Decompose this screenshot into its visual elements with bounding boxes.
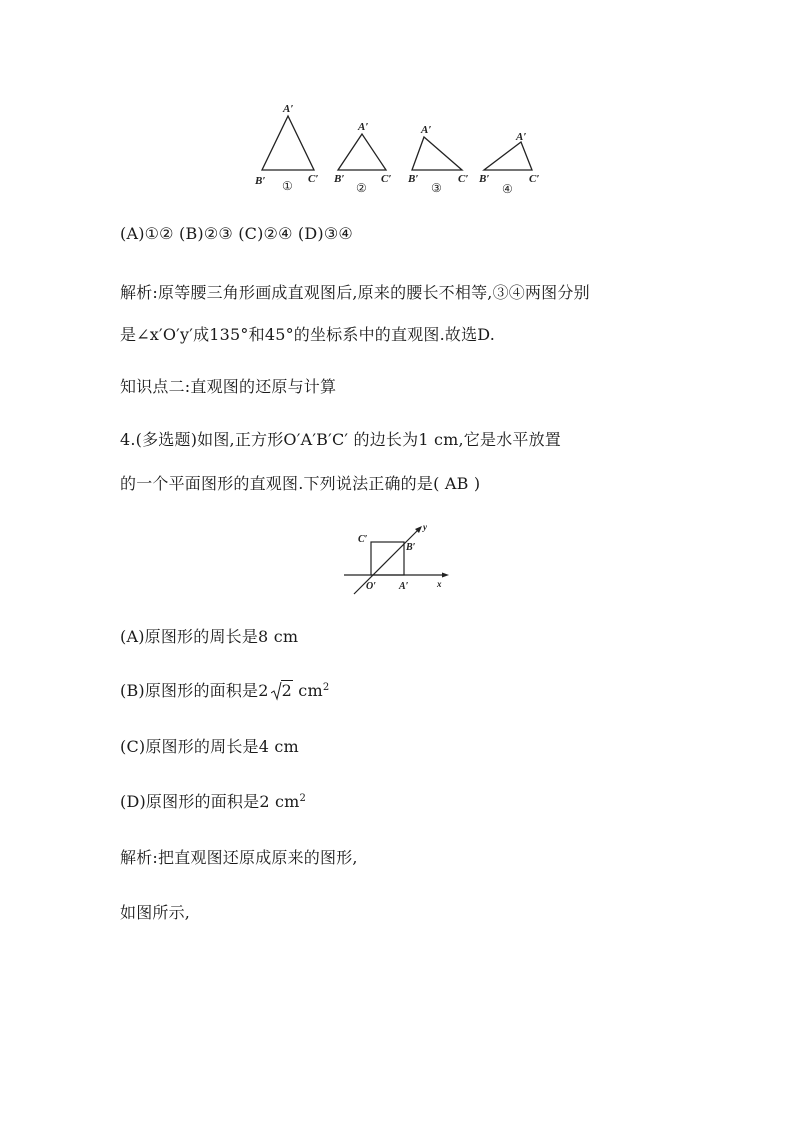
triangle-2 [338,134,386,170]
q4-option-b-exp: 2 [322,682,330,693]
t4-apex-label: A′ [516,131,527,143]
t4-right-label: C′ [529,173,540,185]
t2-right-label: C′ [381,173,392,185]
sqrt-symbol [271,681,293,700]
section-title: 知识点二:直观图的还原与计算 [120,377,337,396]
t2-left-label: B′ [334,173,345,185]
triangle-3 [412,137,462,170]
x-axis-arrow [442,573,449,578]
q4-stem-line-2: 的一个平面图形的直观图.下列说法正确的是( AB ) [120,474,481,493]
q4-option-c: (C)原图形的周长是4 cm [120,737,299,756]
square-oabc [371,542,404,575]
t3-left-label: B′ [408,173,419,185]
q4-option-d [120,789,306,812]
triangle-1 [262,116,314,170]
q4-analysis-line-1: 解析:把直观图还原成原来的图形, [120,848,358,867]
label-b: B′ [406,542,416,553]
t4-caption: ④ [502,182,513,196]
t1-caption: ① [282,179,293,193]
square-figure [340,518,460,596]
t1-right-label: C′ [308,173,319,185]
label-a: A′ [399,581,409,592]
triangle-4 [484,142,532,170]
label-o: O′ [366,581,377,592]
q4-option-b [120,678,329,701]
sqrt-radicand: 2 [281,681,293,700]
q4-stem-line-1: 4.(多选题)如图,正方形O′A′B′C′ 的边长为1 cm,它是水平放置 [120,430,562,449]
q4-option-d-exp: 2 [299,793,307,804]
q4-analysis-line-2: 如图所示, [120,903,191,922]
triangles-figure [250,100,550,205]
q4-option-b-prefix: (B)原图形的面积是2 [120,681,269,700]
t2-apex-label: A′ [358,121,369,133]
label-x: x [437,579,442,589]
q4-option-d-text: (D)原图形的面积是2 cm [120,792,300,811]
t3-right-label: C′ [458,173,469,185]
q4-option-b-unit: cm [293,681,323,700]
t4-left-label: B′ [479,173,490,185]
t3-caption: ③ [431,181,442,195]
q4-option-a: (A)原图形的周长是8 cm [120,627,299,646]
t2-caption: ② [356,181,367,195]
label-y: y [423,522,427,532]
t1-apex-label: A′ [283,103,294,115]
t1-left-label: B′ [255,175,266,187]
label-c: C′ [358,534,368,545]
q3-analysis-line-2: 是∠x′O′y′成135°和45°的坐标系中的直观图.故选D. [120,325,496,344]
q3-options: (A)①② (B)②③ (C)②④ (D)③④ [120,224,353,243]
t3-apex-label: A′ [421,124,432,136]
q3-analysis-line-1: 解析:原等腰三角形画成直观图后,原来的腰长不相等,③④两图分别 [120,283,590,302]
